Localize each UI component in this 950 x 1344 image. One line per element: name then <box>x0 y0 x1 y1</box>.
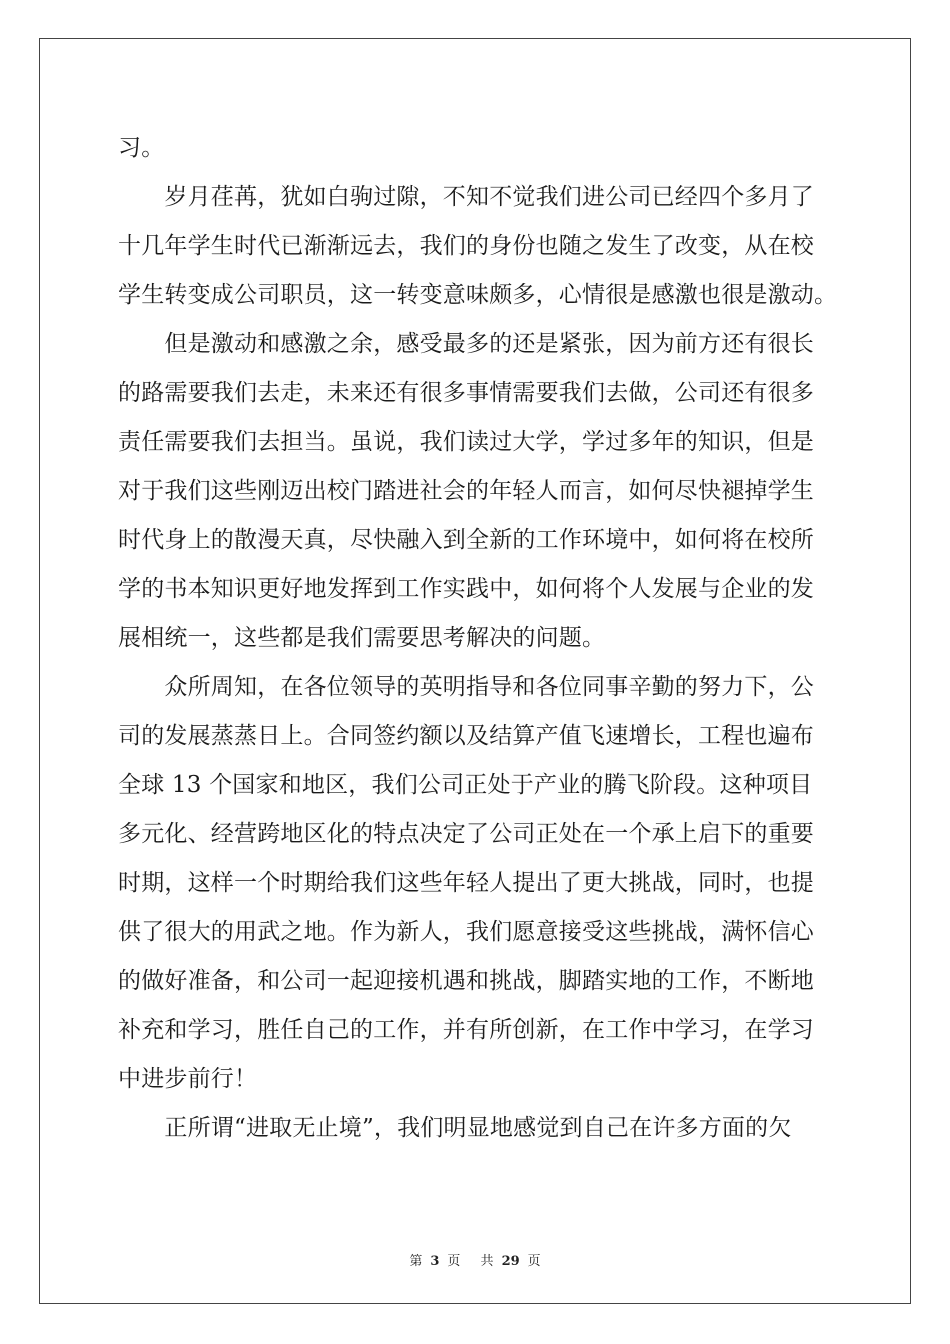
text-line: 时期，这样一个时期给我们这些年轻人提出了更大挑战，同时，也提 <box>118 870 814 896</box>
text-line: 学生转变成公司职员，这一转变意味颇多，心情很是感激也很是激动。 <box>118 282 838 308</box>
total-suffix: 页 <box>527 1254 541 1269</box>
text-line: 时代身上的散漫天真，尽快融入到全新的工作环境中，如何将在校所 <box>118 527 814 553</box>
text-line: 岁月荏苒，犹如白驹过隙，不知不觉我们进公司已经四个多月了 <box>118 184 814 210</box>
text-line: 展相统一，这些都是我们需要思考解决的问题。 <box>118 625 606 651</box>
text-line: 补充和学习，胜任自己的工作，并有所创新，在工作中学习，在学习 <box>118 1017 814 1043</box>
page-prefix: 第 <box>409 1254 423 1269</box>
total-prefix: 共 <box>480 1254 494 1269</box>
text-line: 众所周知，在各位领导的英明指导和各位同事辛勤的努力下，公 <box>118 674 814 700</box>
text-line: 的做好准备，和公司一起迎接机遇和挑战，脚踏实地的工作，不断地 <box>118 968 814 994</box>
text-line: 的路需要我们去走，未来还有很多事情需要我们去做，公司还有很多 <box>118 380 814 406</box>
document-body <box>118 124 838 1153</box>
total-indicator <box>477 1254 545 1269</box>
page-footer <box>0 1250 950 1269</box>
text-line: 全球 13 个国家和地区，我们公司正处于产业的腾飞阶段。这种项目 <box>118 772 813 798</box>
text-line: 十几年学生时代已渐渐远去，我们的身份也随之发生了改变，从在校 <box>118 233 814 259</box>
text-line: 中进步前行！ <box>118 1066 258 1092</box>
text-line: 习。 <box>118 135 165 161</box>
page-suffix: 页 <box>447 1254 461 1269</box>
text-line: 责任需要我们去担当。虽说，我们读过大学，学过多年的知识，但是 <box>118 429 814 455</box>
text-line: 但是激动和感激之余，感受最多的还是紧张，因为前方还有很长 <box>118 331 814 357</box>
total-pages: 29 <box>501 1254 520 1269</box>
page-indicator <box>405 1254 464 1269</box>
text-line: 对于我们这些刚迈出校门踏进社会的年轻人而言，如何尽快褪掉学生 <box>118 478 814 504</box>
text-line: 司的发展蒸蒸日上。合同签约额以及结算产值飞速增长，工程也遍布 <box>118 723 814 749</box>
text-line: 学的书本知识更好地发挥到工作实践中，如何将个人发展与企业的发 <box>118 576 814 602</box>
text-line: 多元化、经营跨地区化的特点决定了公司正处在一个承上启下的重要 <box>118 821 814 847</box>
page-number: 3 <box>430 1254 440 1269</box>
text-line: 正所谓“进取无止境”，我们明显地感觉到自己在许多方面的欠 <box>118 1115 792 1141</box>
text-line: 供了很大的用武之地。作为新人，我们愿意接受这些挑战，满怀信心 <box>118 919 814 945</box>
